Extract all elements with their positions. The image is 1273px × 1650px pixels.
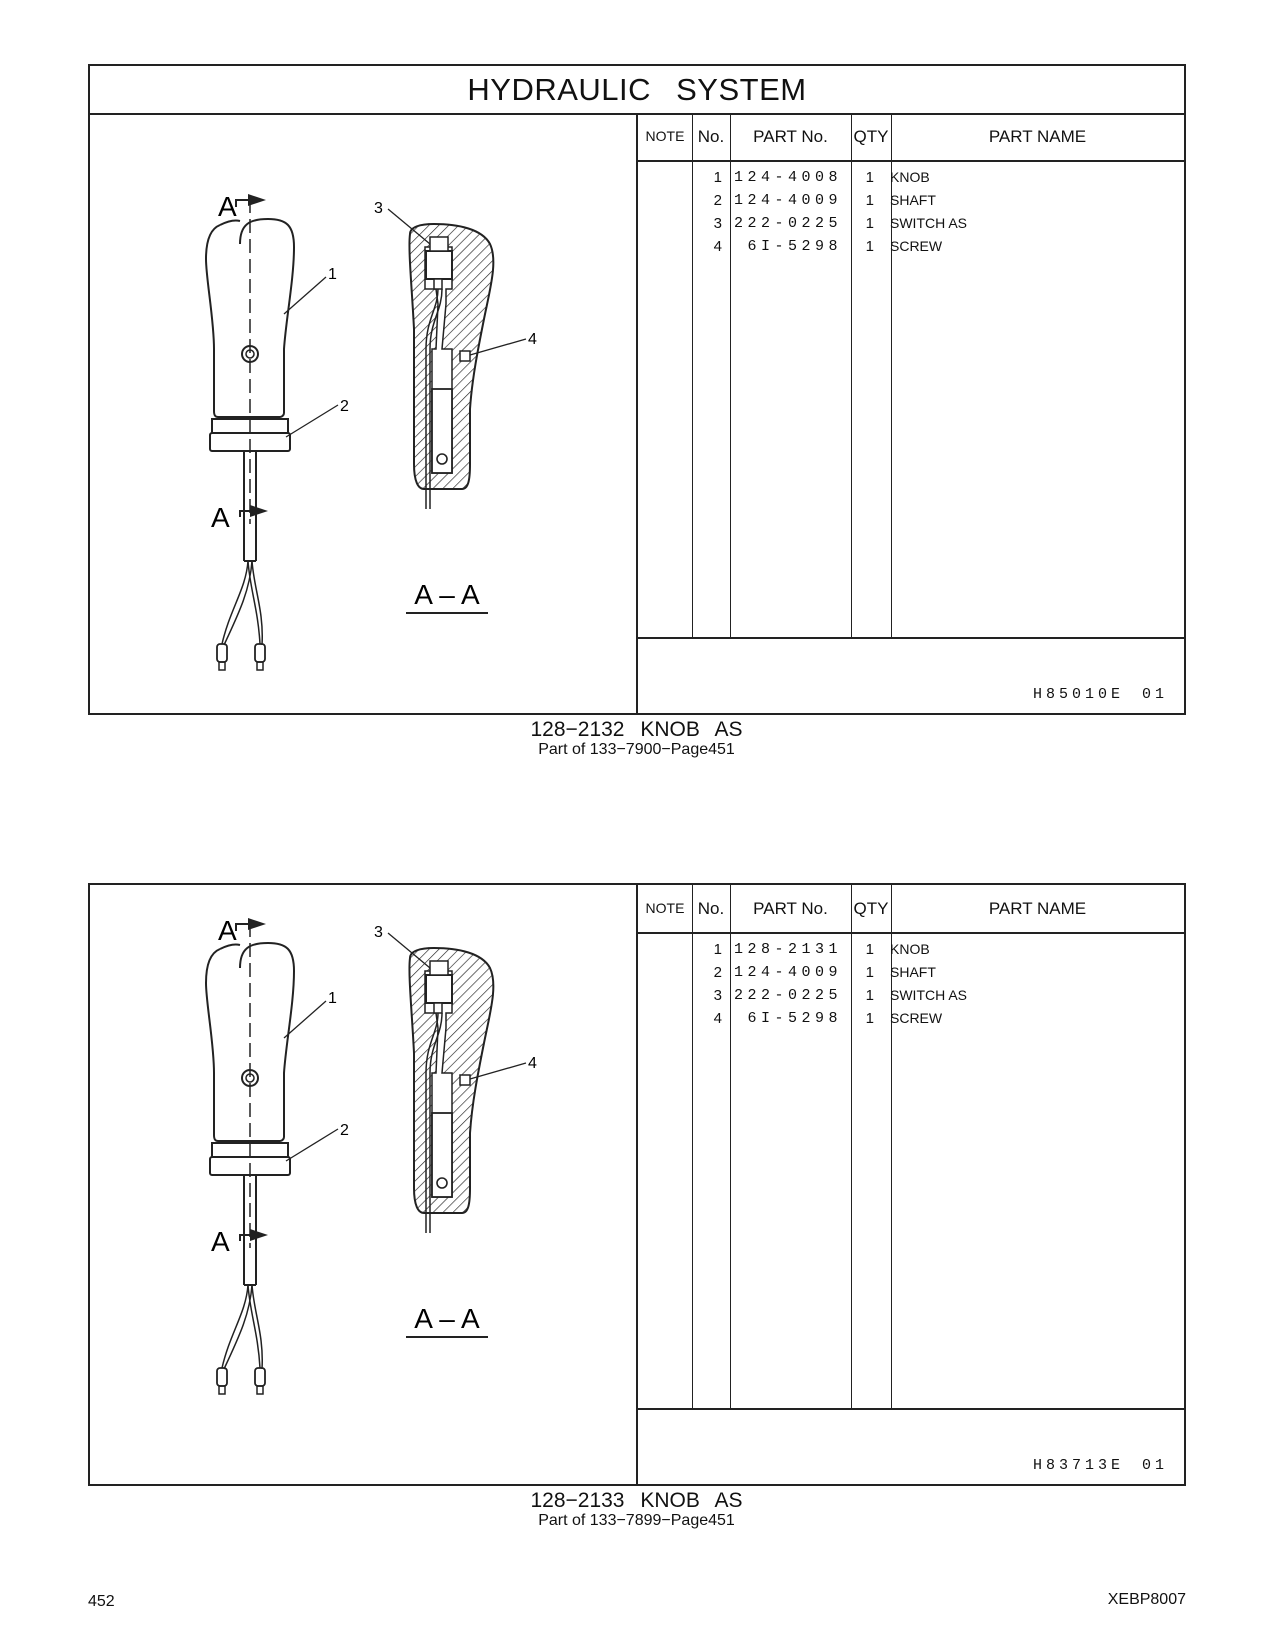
header-note: NOTE: [645, 900, 685, 916]
table-row: 2 124-4009 1 SHAFT: [713, 964, 936, 981]
table-row: 4 6I-5298 1 SCREW: [713, 238, 943, 255]
callout-1: 1: [328, 990, 337, 1007]
header-part-no: PART No.: [753, 899, 828, 918]
table-row: 2 124-4009 1 SHAFT: [713, 192, 936, 209]
callout-1: 1: [328, 266, 337, 283]
exploded-drawing: [90, 885, 638, 1485]
section-view-label: A – A: [414, 579, 480, 610]
section-marker-a-top: A: [218, 191, 237, 222]
table-row: 3 222-0225 1 SWITCH AS: [713, 987, 968, 1004]
illustration-code: H83713E 01: [1032, 1457, 1168, 1474]
parts-panel-2: [88, 883, 1186, 1486]
header-qty: QTY: [853, 899, 889, 918]
table-row: 4 6I-5298 1 SCREW: [713, 1010, 943, 1027]
callout-4: 4: [528, 331, 537, 348]
document-code: XEBP8007: [1107, 1591, 1186, 1608]
exploded-drawing: [90, 113, 638, 715]
header-no: No.: [697, 127, 725, 146]
knob-illustration-2: [90, 885, 638, 1484]
header-part-name: PART NAME: [988, 127, 1087, 146]
section-title: HYDRAULIC SYSTEM: [90, 66, 1184, 115]
callout-2: 2: [340, 1122, 349, 1139]
parts-panel-1: [88, 64, 1186, 715]
header-part-name: PART NAME: [988, 899, 1087, 918]
table-row: 3 222-0225 1 SWITCH AS: [713, 215, 968, 232]
section-marker-a-top: A: [218, 915, 237, 946]
assembly-caption-2: 128−2133 KNOB AS Part of 133−7899−Page451: [530, 1489, 743, 1529]
illustration-code: H85010E 01: [1032, 686, 1168, 703]
section-marker-a-bottom: A: [211, 1226, 230, 1257]
header-part-no: PART No.: [753, 127, 828, 146]
header-no: No.: [697, 899, 725, 918]
header-note: NOTE: [645, 128, 685, 144]
header-qty: QTY: [853, 127, 889, 146]
parts-table-2: [638, 885, 1184, 1484]
callout-4: 4: [528, 1055, 537, 1072]
table-row: 1 128-2131 1 KNOB: [713, 941, 930, 958]
table-header: [638, 885, 1184, 934]
section-marker-a-bottom: A: [211, 502, 230, 533]
callout-2: 2: [340, 398, 349, 415]
page-number: 452: [88, 1593, 115, 1610]
parts-table-1: [638, 113, 1184, 713]
callout-3: 3: [374, 200, 383, 217]
knob-illustration-1: [90, 113, 638, 713]
table-header: [638, 113, 1184, 162]
assembly-caption-1: 128−2132 KNOB AS Part of 133−7900−Page451: [530, 718, 743, 758]
callout-3: 3: [374, 924, 383, 941]
section-view-label: A – A: [414, 1303, 480, 1334]
table-row: 1 124-4008 1 KNOB: [713, 169, 930, 186]
